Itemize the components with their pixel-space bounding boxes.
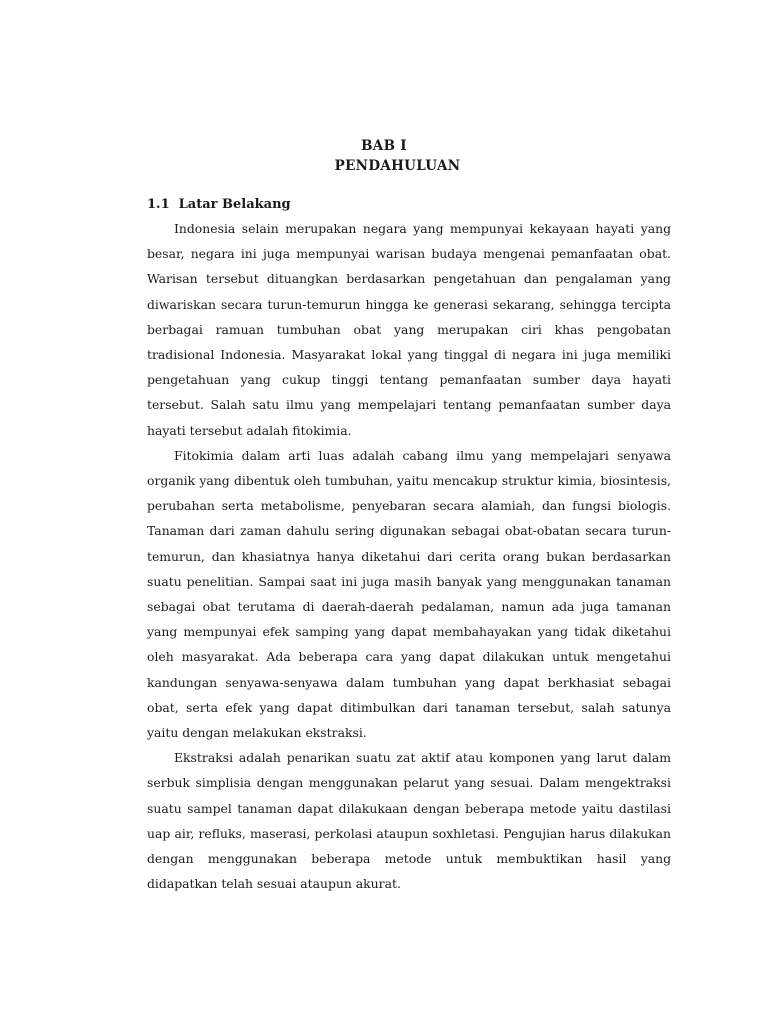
chapter-title: PENDAHULUAN bbox=[334, 158, 461, 174]
paragraph: Fitokimia dalam arti luas adalah cabang ilmu yang mempelajari senyawa organik yang dibentuk oleh tumbuhan, yaitu mencakup struktur kimia, biosintesis, perubahan serta metabolisme, penyebaran secara alamiah, dan fungsi biologis. Tanaman dari zaman dahulu sering digunakan sebagai obat-obatan secara turun-temurun, dan khasiatnya hanya diketahui dari cerita orang bukan berdasarkan suatu penelitian. Sampai saat ini juga masih banyak yang menggunakan tanaman sebagai obat terutama di daerah-daerah pedalaman, namun ada juga tamanan yang mempunyai efek samping yang dapat membahayakan yang tidak diketahui oleh masyarakat. Ada beberapa cara yang dapat dilakukan untuk mengetahui kandungan senyawa-senyawa dalam tumbuhan yang dapat berkhasiat sebagai obat, serta efek yang dapat ditimbulkan dari tanaman tersebut, salah satunya yaitu dengan melakukan ekstraksi. bbox=[147, 447, 671, 741]
body-text bbox=[147, 216, 671, 896]
paragraph: Ekstraksi adalah penarikan suatu zat aktif atau komponen yang larut dalam serbuk simplisia dengan menggunakan pelarut yang sesuai. Dalam mengektraksi suatu sampel tanaman dapat dilakukaan dengan beberapa metode yaitu dastilasi uap air, refluks, maserasi, perkolasi ataupun soxhletasi. Pengujian harus dilakukan dengan menggunakan beberapa metode untuk membuktikan hasil yang didapatkan telah sesuai ataupun akurat. bbox=[147, 750, 671, 892]
chapter-number: BAB I bbox=[361, 138, 407, 154]
paragraph: Indonesia selain merupakan negara yang mempunyai kekayaan hayati yang besar, negara ini juga mempunyai warisan budaya mengenai pemanfaatan obat. Warisan tersebut dituangkan berdasarkan pengetahuan dan pengalaman yang diwariskan secara turun-temurun hingga ke generasi sekarang, sehingga tercipta berbagai ramuan tumbuhan obat yang merupakan ciri khas pengobatan tradisional Indonesia. Masyarakat lokal yang tinggal di negara ini juga memiliki pengetahuan yang cukup tinggi tentang pemanfaatan sumber daya hayati tersebut. Salah satu ilmu yang mempelajari tentang pemanfaatan sumber daya hayati tersebut adalah fitokimia. bbox=[147, 221, 671, 438]
section-heading: 1.1 Latar Belakang bbox=[147, 197, 291, 212]
